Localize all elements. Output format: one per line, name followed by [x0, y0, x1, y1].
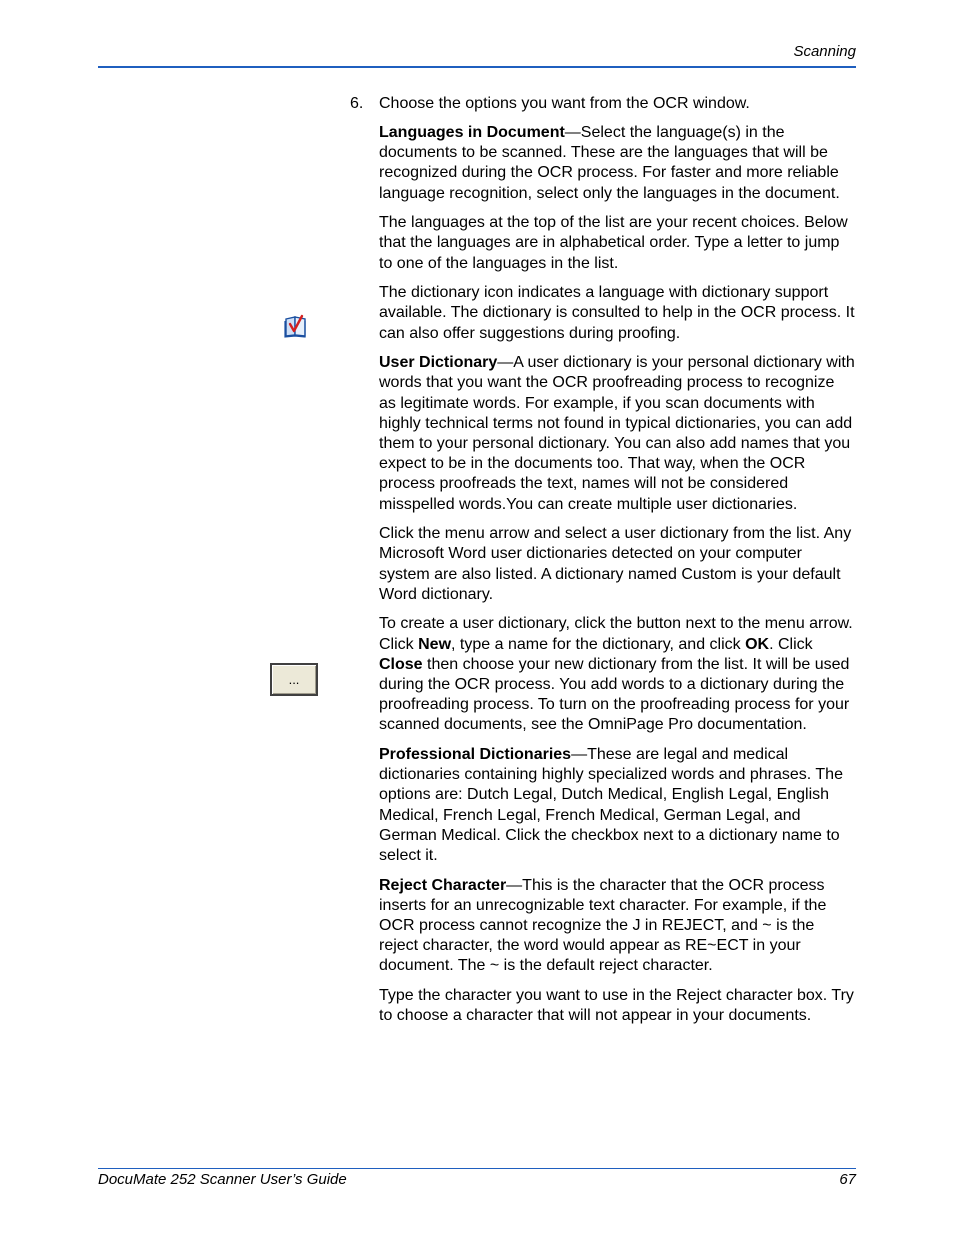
header-rule [98, 66, 856, 68]
reject-character-paragraph [379, 876, 855, 977]
new-term: New [418, 635, 452, 653]
professional-desc: —These are legal and medical dictionaries containing highly specialized words and phrases. The options are: Dutch Legal, Dutch Medical, English Legal, English Medical, French Legal, French Medical, German Legal, and German Medical. Click the checkbox next to a dictionary name to select it. [379, 746, 843, 865]
languages-paragraph [379, 123, 855, 204]
ok-term: OK [745, 635, 770, 653]
user-dictionary-desc: —A user dictionary is your personal dictionary with words that you want the OCR proofreading process to recognize as legitimate words. For example, if you scan documents with highly technical terms not found in typical dictionaries, you can add them to your personal dictionary. You can also add names that you expect to be in the documents too. That way, when the OCR process proofreads the text, names will not be considered misspelled words.You can create multiple user dictionaries. [379, 354, 855, 513]
step-body [379, 123, 855, 1036]
reject-term: Reject Character [379, 876, 507, 894]
create-text-2: , type a name for the dictionary, and click [451, 635, 746, 653]
menu-arrow-paragraph: Click the menu arrow and select a user dictionary from the list. Any Microsoft Word user dictionaries detected on your computer system are also listed. A dictionary named Custom is your default Word dictionary. [379, 525, 852, 603]
page-number: 67 [839, 1171, 856, 1188]
reject-desc: —This is the character that the OCR process inserts for an unrecognizable text character. For example, if the OCR process cannot recognize the J in REJECT, and ~ is the reject character, the word would appear as RE~ECT in your document. The ~ is the default reject character. [379, 876, 827, 975]
create-text-1: To create a user dictionary, click the button next to the menu arrow. Click [379, 615, 853, 653]
professional-term: Professional Dictionaries [379, 746, 572, 764]
running-header: Scanning [793, 43, 856, 60]
languages-desc: —Select the language(s) in the documents to be scanned. These are the languages that will be recognized during the OCR process. For faster and more reliable language recognition, select only the languages in the document. [379, 124, 840, 202]
create-text-3: . Click [769, 635, 813, 653]
create-text-4: then choose your new dictionary from the list. It will be used during the OCR process. You add words to a dictionary during the proofreading process. To turn on the proofreading process for your scanned documents, see the OmniPage Pro documentation. [379, 655, 850, 734]
step-text: Choose the options you want from the OCR window. [379, 95, 750, 112]
professional-dictionaries-paragraph [379, 745, 855, 866]
reject-type-paragraph: Type the character you want to use in the Reject character box. Try to choose a character that will not appear in your documents. [379, 987, 854, 1025]
footer-guide-title: DocuMate 252 Scanner User’s Guide [98, 1171, 347, 1188]
footer-rule [98, 1168, 856, 1169]
languages-order-paragraph: The languages at the top of the list are your recent choices. Below that the languages are in alphabetical order. Type a letter to jump to one of the languages in the list. [379, 214, 848, 272]
dictionary-icon-paragraph: The dictionary icon indicates a language with dictionary support available. The dictionary is consulted to help in the OCR process. It can also offer suggestions during proofing. [379, 284, 855, 342]
user-dictionary-paragraph [379, 353, 855, 515]
create-dictionary-paragraph [379, 614, 855, 735]
browse-dictionary-button[interactable]: ... [270, 663, 318, 696]
dictionary-book-icon [283, 313, 309, 339]
user-dictionary-term: User Dictionary [379, 354, 498, 372]
step-number: 6. [350, 95, 364, 112]
close-term: Close [379, 655, 423, 673]
languages-term: Languages in Document [379, 124, 565, 141]
